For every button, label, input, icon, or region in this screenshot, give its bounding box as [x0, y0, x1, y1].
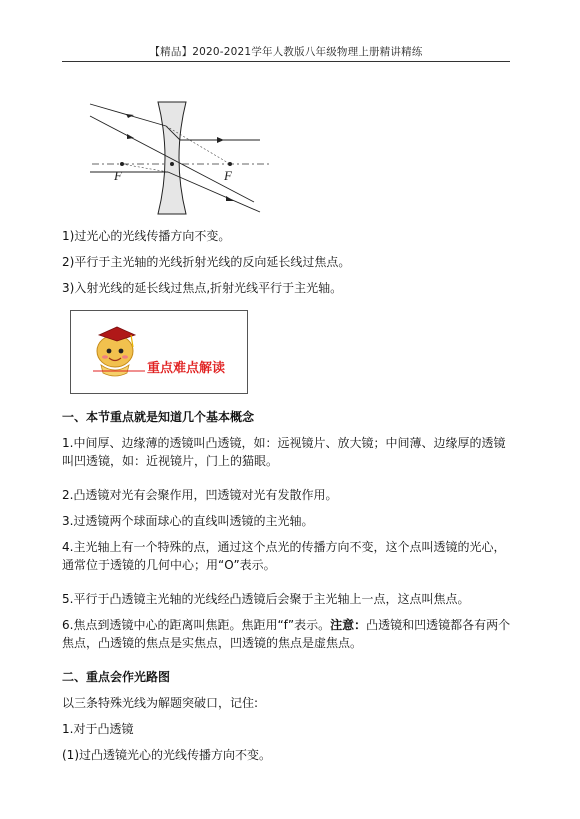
concept-6-main: 6.焦点到透镜中心的距离叫焦距。焦距用“f”表示。: [62, 618, 331, 632]
banner-label: 重点难点解读: [147, 361, 226, 376]
section1-heading: 一、本节重点就是知道几个基本概念: [62, 410, 255, 424]
concept-5: 5.平行于凸透镜主光轴的光线经凸透镜后会聚于主光轴上一点，这点叫焦点。: [62, 592, 470, 606]
concept-2: 2.凸透镜对光有会聚作用，凹透镜对光有发散作用。: [62, 488, 338, 502]
optical-center: [170, 162, 174, 166]
rule-3: 3)入射光线的延长线过焦点,折射光线平行于主光轴。: [62, 281, 343, 295]
note-text: 凸透镜和凹透镜都各有两个焦点，凸透镜的焦点是实焦点，凹透镜的焦点是虚焦点。: [62, 618, 511, 650]
section2-intro: 以三条特殊光线为解题突破口，记住:: [62, 696, 259, 710]
key-points-banner: [70, 310, 248, 394]
section2-heading: 二、重点会作光路图: [62, 670, 171, 684]
rule-2: 2)平行于主光轴的光线折射光线的反向延长线过焦点。: [62, 255, 351, 269]
concept-1: 1.中间厚、边缘薄的透镜叫凸透镜，如：远视镜片、放大镜；中间薄、边缘厚的透镜叫凹透镜，如：近视镜片，门上的猫眼。: [62, 436, 506, 468]
header-rule: [62, 61, 510, 62]
concept-3: 3.过透镜两个球面球心的直线叫透镜的主光轴。: [62, 514, 314, 528]
focus-label-right: F: [224, 168, 232, 183]
focal-point-left: [120, 162, 124, 166]
rule-1: 1)过光心的光线传播方向不变。: [62, 229, 231, 243]
page-header: 【精品】2020-2021学年人教版八年级物理上册精讲精练: [149, 46, 423, 58]
convex-rule-1: (1)过凸透镜光心的光线传播方向不变。: [62, 748, 271, 762]
concave-lens-diagram: [84, 96, 274, 216]
convex-lens-subheading: 1.对于凸透镜: [62, 722, 134, 736]
note-label: 注意：: [330, 618, 367, 632]
focal-point-right: [228, 162, 232, 166]
cartoon-scholar-icon: [71, 311, 247, 393]
concept-4: 4.主光轴上有一个特殊的点，通过这个点光的传播方向不变，这个点叫透镜的光心，通常位于透镜的几何中心；用“O”表示。: [62, 540, 506, 572]
focus-label-left: F: [114, 168, 122, 183]
concave-lens: [158, 102, 186, 214]
concept-6: [62, 616, 512, 652]
